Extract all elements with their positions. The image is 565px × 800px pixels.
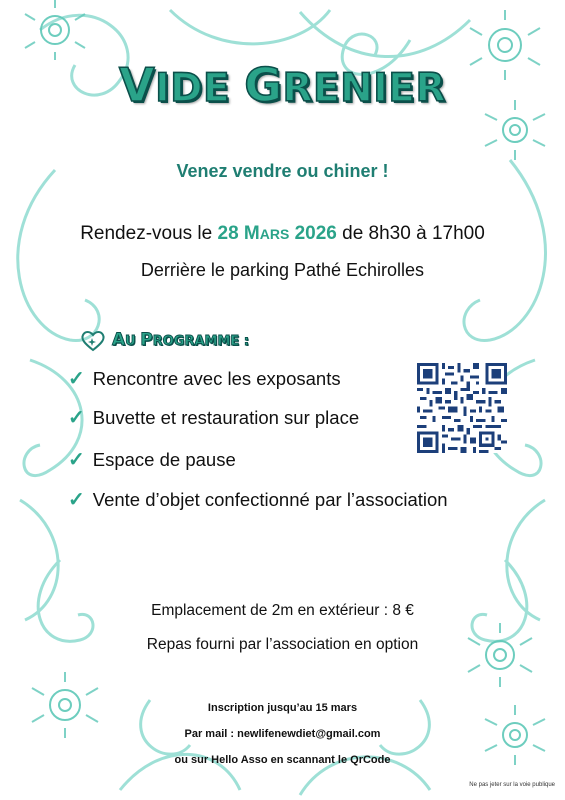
heart-sparkle-icon — [80, 329, 106, 353]
programme-item: ✓ Espace de pause — [68, 449, 236, 471]
check-icon: ✓ — [68, 489, 85, 511]
subtitle: Venez vendre ou chiner ! — [176, 161, 389, 181]
flyer-title: VIDE GRENIER — [119, 58, 446, 112]
programme-item: ✓ Rencontre avec les exposants — [68, 368, 341, 390]
footnote: Ne pas jeter sur la voie publique — [469, 782, 555, 788]
registration-deadline: Inscription jusqu’au 15 mars — [207, 702, 358, 714]
emplacement-price: Emplacement de 2m en extérieur : 8 € — [151, 602, 414, 619]
programme-title: AU PROGRAMME : — [112, 330, 250, 350]
location-line: Derrière le parking Pathé Echirolles — [140, 260, 425, 280]
check-icon: ✓ — [68, 407, 85, 429]
qr-code-icon[interactable] — [417, 363, 507, 453]
helloasso-info: ou sur Hello Asso en scannant le QrCode — [174, 754, 391, 766]
meal-info: Repas fourni par l’association en option — [146, 636, 419, 653]
event-date: 28 MARS 2026 — [217, 223, 337, 244]
date-time-line: Rendez-vous le 28 MARS 2026 de 8h30 à 17h00 — [80, 223, 485, 244]
programme-item: ✓ Buvette et restauration sur place — [68, 407, 360, 429]
programme-item: ✓ Vente d’objet confectionné par l’association — [68, 489, 448, 511]
check-icon: ✓ — [68, 449, 85, 471]
check-icon: ✓ — [68, 368, 85, 390]
contact-email: Par mail : newlifenewdiet@gmail.com — [184, 728, 381, 740]
